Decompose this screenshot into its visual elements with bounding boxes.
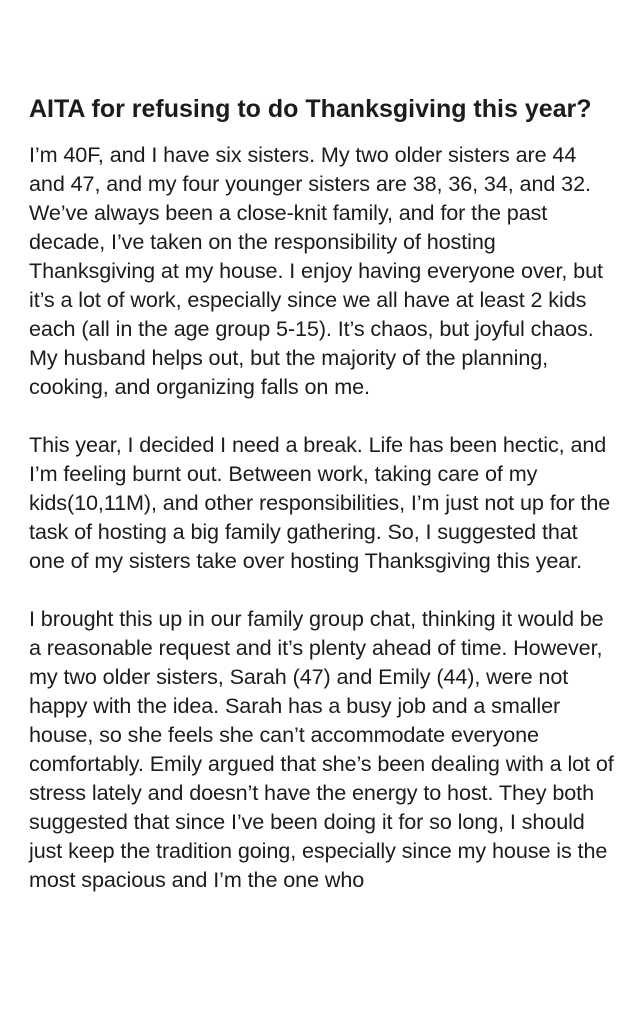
post-paragraph-2: This year, I decided I need a break. Life has been hectic, and I’m feeling burnt out. Between work, taking care of my kids(10,11M), and other responsibilities, I’m just not up for the task of hosting a big family gathering. So, I suggested that one of my sisters take over hosting Thanksgiving this year.	[29, 432, 611, 573]
post-title: AITA for refusing to do Thanksgiving this year?	[29, 95, 592, 123]
post-paragraph-1: I’m 40F, and I have six sisters. My two older sisters are 44 and 47, and my four younger sisters are 38, 36, 34, and 32. We’ve always been a close-knit family, and for the past decade, I’ve taken on the responsibility of hosting Thanksgiving at my house. I enjoy having everyone over, but it’s a lot of work, especially since we all have at least 2 kids each (all in the age group 5-15). It’s chaos, but joyful chaos. My husband helps out, but the majority of the planning, cooking, and organizing falls on me.	[29, 142, 603, 399]
post-paragraph-3: I brought this up in our family group chat, thinking it would be a reasonable request and it’s plenty ahead of time. However, my two older sisters, Sarah (47) and Emily (44), were not happy with the idea. Sarah has a busy job and a smaller house, so she feels she can’t accommodate everyone comfortably. Emily argued that she’s been dealing with a lot of stress lately and doesn’t have the energy to host. They both suggested that since I’ve been doing it for so long, I should just keep the tradition going, especially since my house is the most spacious and I’m the one who	[29, 606, 614, 892]
post-body	[29, 140, 614, 894]
post	[29, 93, 614, 923]
